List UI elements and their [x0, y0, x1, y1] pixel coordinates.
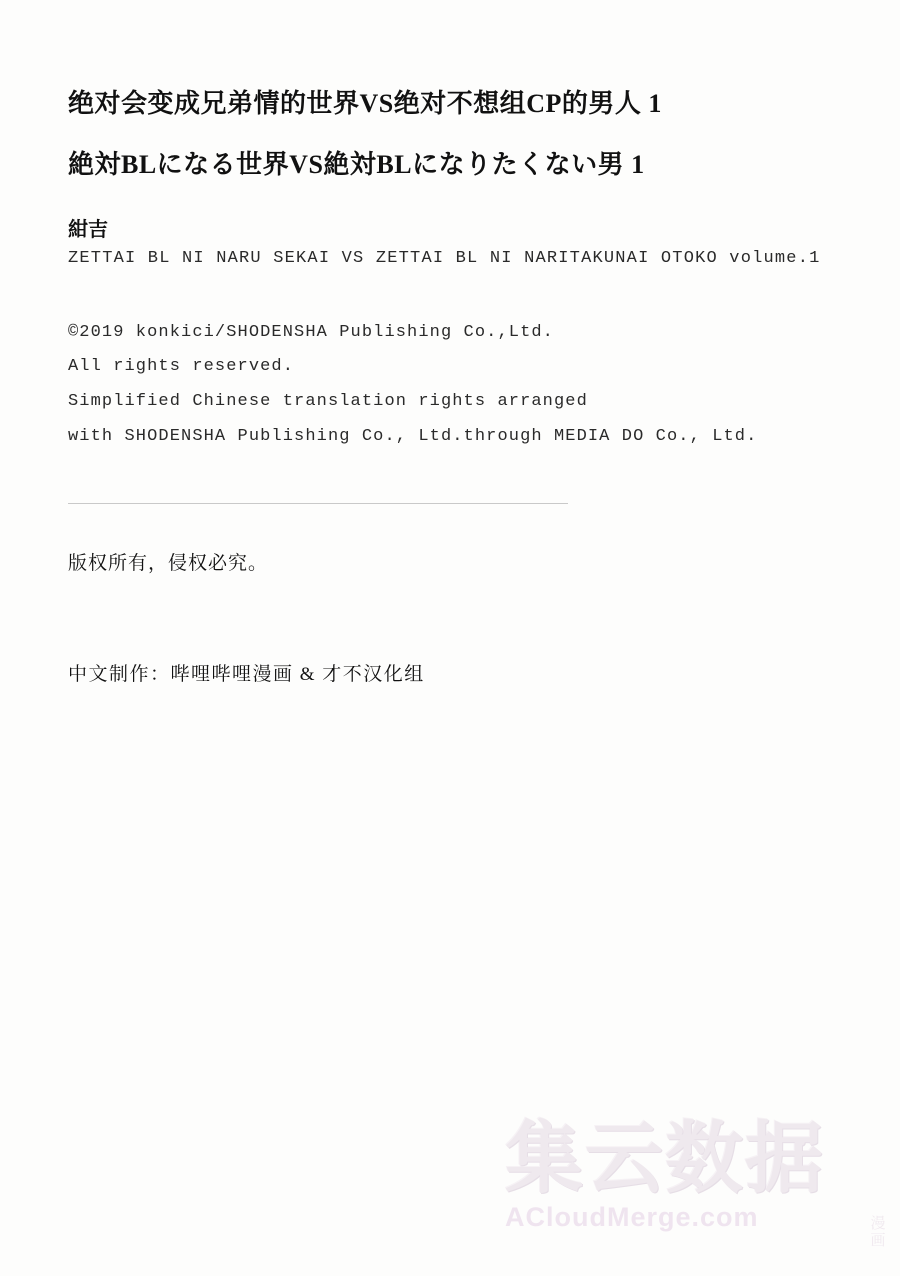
watermark-main-text: 集云数据: [505, 1115, 826, 1202]
horizontal-divider: [68, 503, 568, 504]
copyright-block: [68, 316, 840, 455]
watermark: [505, 1115, 895, 1270]
copyright-content: [68, 88, 840, 686]
rights-statement: 版权所有，侵权必究。: [68, 553, 269, 574]
translation-credits: 中文制作：哔哩哔哩漫画 & 才不汉化组: [68, 664, 425, 685]
watermark-side-text: 漫画: [870, 1216, 886, 1249]
page-title-chinese: 绝对会变成兄弟情的世界VS绝对不想组CP的男人 1: [68, 89, 662, 118]
copyright-line: Simplified Chinese translation rights arranged: [68, 392, 588, 412]
page-title-japanese: 絶対BLになる世界VS絶対BLになりたくない男 1: [68, 150, 645, 180]
copyright-line: ©2019 konkici/SHODENSHA Publishing Co.,Ltd.: [68, 322, 554, 342]
author-name: 紺吉: [68, 219, 108, 242]
copyright-line: with SHODENSHA Publishing Co., Ltd.through MEDIA DO Co., Ltd.: [68, 427, 758, 447]
romanized-title: ZETTAI BL NI NARU SEKAI VS ZETTAI BL NI NARITAKUNAI OTOKO volume.1: [68, 249, 821, 269]
watermark-sub-text: ACloudMerge.com: [505, 1202, 759, 1232]
copyright-line: All rights reserved.: [68, 357, 295, 377]
